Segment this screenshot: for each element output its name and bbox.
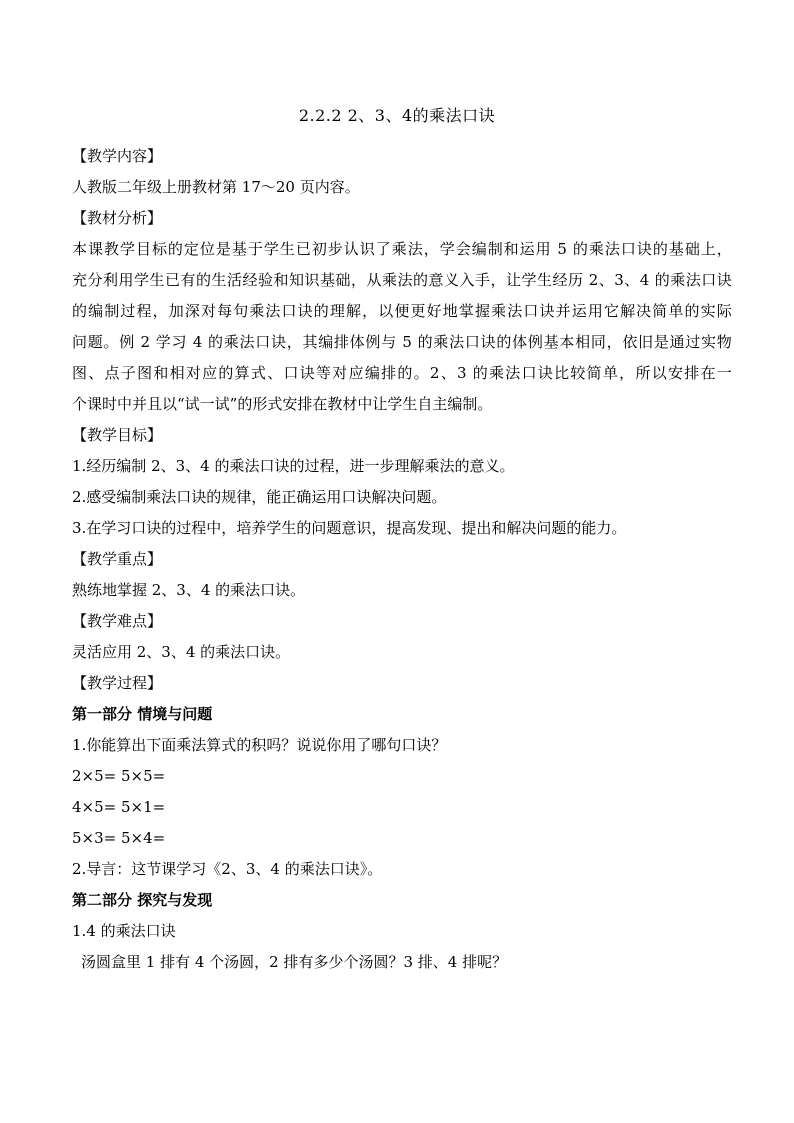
- part-one-heading: 第一部分 情境与问题: [72, 705, 213, 723]
- tangyuan-question: 汤圆盒里 1 排有 4 个汤圆，2 排有多少个汤圆？3 排、4 排呢？: [81, 953, 508, 971]
- goal-item-2: 2.感受编制乘法口诀的规律，能正确运用口诀解决问题。: [72, 488, 447, 506]
- intro-text: 2.导言：这节课学习《2、3、4 的乘法口诀》。: [72, 860, 383, 878]
- question-1: 1.你能算出下面乘法算式的积吗？说说你用了哪句口诀？: [72, 736, 447, 754]
- section-heading-process: 【教学过程】: [72, 674, 163, 692]
- analysis-line-1: 本课教学目标的定位是基于学生已初步认识了乘法，学会编制和运用 5 的乘法口诀的基础上，: [72, 240, 732, 258]
- equation-row-1: 2×5= 5×5=: [72, 767, 166, 785]
- section-heading-difficulty: 【教学难点】: [72, 612, 163, 630]
- analysis-line-3: 的编制过程，加深对每句乘法口诀的理解，以便更好地掌握乘法口诀并运用它解决简单的实际: [72, 302, 732, 320]
- section-heading-content: 【教学内容】: [72, 147, 163, 165]
- document-body: [72, 141, 732, 978]
- goal-item-1: 1.经历编制 2、3、4 的乘法口诀的过程，进一步理解乘法的意义。: [72, 457, 515, 475]
- section-heading-goals: 【教学目标】: [72, 426, 163, 444]
- section-heading-analysis: 【教材分析】: [72, 209, 163, 227]
- part-two-heading: 第二部分 探究与发现: [72, 891, 213, 909]
- equation-row-2: 4×5= 5×1=: [72, 798, 166, 816]
- document-title: 2.2.2 2、3、4的乘法口诀: [298, 106, 496, 125]
- subsection-4-multiplication: 1.4 的乘法口诀: [72, 922, 176, 940]
- section-heading-key-point: 【教学重点】: [72, 550, 163, 568]
- paragraph-content: 人教版二年级上册教材第 17～20 页内容。: [72, 178, 360, 196]
- analysis-line-5: 图、点子图和相对应的算式、口诀等对应编排的。2、3 的乘法口诀比较简单，所以安排在一: [72, 364, 732, 382]
- analysis-line-4: 问题。例 2 学习 4 的乘法口诀，其编排体例与 5 的乘法口诀的体例基本相同，依旧是通过实物: [72, 333, 732, 351]
- difficulty-text: 灵活应用 2、3、4 的乘法口诀。: [72, 643, 291, 661]
- key-point-text: 熟练地掌握 2、3、4 的乘法口诀。: [72, 581, 306, 599]
- analysis-line-6: 个课时中并且以“试一试”的形式安排在教材中让学生自主编制。: [72, 395, 493, 413]
- equation-row-3: 5×3= 5×4=: [72, 829, 166, 847]
- analysis-line-2: 充分利用学生已有的生活经验和知识基础，从乘法的意义入手，让学生经历 2、3、4 的乘法口诀: [72, 271, 732, 289]
- goal-item-3: 3.在学习口诀的过程中，培养学生的问题意识，提高发现、提出和解决问题的能力。: [72, 519, 627, 537]
